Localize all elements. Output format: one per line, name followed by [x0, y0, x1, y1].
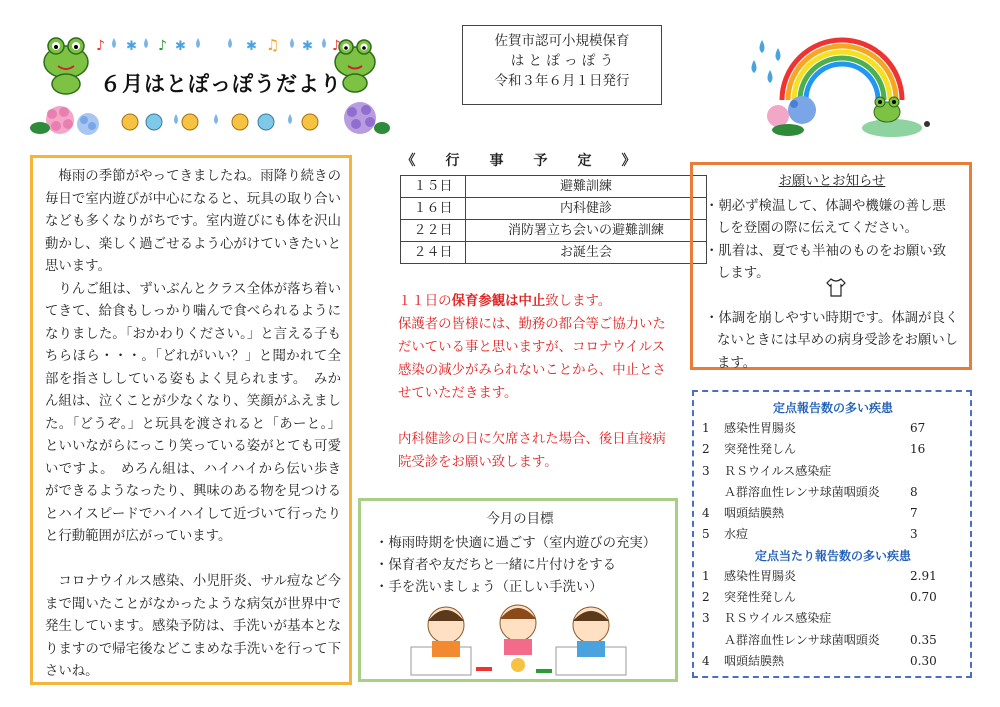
table-row	[401, 198, 707, 220]
disease-name: 突発性発しん	[724, 590, 797, 605]
svg-text:♫: ♫	[266, 36, 280, 54]
publisher-name: 佐賀市認可小規模保育	[494, 33, 630, 49]
schedule-date: ２２日	[401, 220, 466, 242]
cancellation-line	[398, 290, 673, 313]
request-item: ・肌着は、夏でも半袖のものをお願い致します。	[705, 243, 947, 281]
disease-name: Ａ群溶血性レンサ球菌咽頭炎	[724, 632, 880, 647]
table-row	[401, 220, 707, 242]
disease-value: 3	[910, 527, 918, 542]
frog-icon	[44, 38, 88, 94]
newsletter-title: ６月はとぽっぽうだより	[100, 72, 342, 96]
requests-title: お願いとお知らせ	[778, 174, 886, 189]
disease-value: 7	[910, 506, 918, 521]
greeting-column	[30, 155, 352, 685]
disease-header: 定点当たり報告数の多い疾患	[754, 548, 911, 563]
disease-value: 0.70	[910, 590, 937, 605]
disease-row	[702, 651, 964, 672]
monthly-goals-box	[358, 498, 678, 682]
disease-rank: 4	[702, 653, 710, 668]
schedule-title: 《 行 事 予 定 》	[401, 153, 644, 169]
disease-name: Ａ群溶血性レンサ球菌咽頭炎	[724, 484, 880, 499]
disease-rank: 4	[702, 506, 710, 521]
disease-row	[702, 608, 964, 629]
disease-name: 水痘	[724, 527, 749, 542]
schedule-date: ２４日	[401, 242, 466, 264]
disease-rank: 3	[702, 611, 710, 626]
goal-item: ・梅雨時期を快適に過ごす（室内遊びの充実）	[375, 536, 657, 551]
table-row	[401, 176, 707, 198]
table-row	[401, 242, 707, 264]
disease-rank: 2	[702, 442, 710, 457]
schedule-event: お誕生会	[466, 242, 707, 264]
disease-value	[910, 461, 964, 482]
paragraph: 保護者の皆様には、勤務の都合等ご協力いただいている事と思いますが、コロナウイルス感染の減少がみられないことから、中止とさせていただきます。	[398, 317, 666, 401]
disease-rank	[702, 482, 724, 503]
request-item: ・朝必ず検温して、体調や機嫌の善し悪しを登園の際に伝えてください。	[705, 198, 946, 236]
tshirt-icon	[825, 277, 847, 297]
disease-name: 感染性胃腸炎	[724, 421, 797, 435]
schedule-date: １５日	[401, 176, 466, 198]
schedule-event: 消防署立ち会いの避難訓練	[466, 220, 707, 242]
disease-name: 突発性発しん	[724, 442, 797, 457]
disease-name: 咽頭結膜熱	[724, 653, 785, 668]
notice-text-part: １１日の	[398, 294, 452, 309]
svg-text:✱: ✱	[302, 39, 313, 54]
disease-row	[702, 630, 964, 651]
raindrop-notes-decoration	[96, 36, 341, 54]
disease-rank: 3	[702, 463, 710, 478]
disease-name: 咽頭結膜熱	[724, 506, 785, 521]
svg-text:✱: ✱	[246, 39, 257, 54]
disease-row	[702, 566, 964, 587]
disease-row	[702, 461, 964, 482]
disease-value: 0.35	[910, 632, 937, 647]
goal-item: ・保育者や友だちと一緒に片付けをする	[375, 558, 617, 573]
goal-item: ・手を洗いましょう（正しい手洗い）	[375, 580, 603, 595]
disease-rank: 2	[702, 590, 710, 605]
children-drawing-illustration	[406, 597, 636, 677]
svg-text:♪: ♪	[96, 38, 105, 54]
disease-rank: 5	[702, 527, 710, 542]
disease-name: ＲＳウイルス感染症	[724, 611, 832, 626]
paragraph: りんご組は、ずいぶんとクラス全体が落ち着いてきて、給食もしっかり噛んで食べられるようになりました。「おかわりください。」と言える子もちらほら・・・。「どれがいい？」と聞かれて全部を指さししている姿もよく見られます。 みかん組は、泣くことが少なくなり、笑顔がふえました。「どうぞ。」と玩具を渡されると「あーと。」といいながらにっこり笑っている姿がとても可愛いですよ。 めろん組は、ハイハイから伝い歩きができるようなったり、興味のある物を見つけるとハイスピードでハイハイして近づいて行ったりと行動範囲が広がっています。	[45, 281, 341, 544]
hydrangea-icon	[30, 106, 99, 135]
disease-row	[702, 418, 964, 439]
disease-row	[702, 587, 964, 608]
paragraph: 梅雨の季節がやってきましたね。雨降り続きの毎日で室内遊びが中心になると、玩具の取り合いなども多くなりがちです。室内遊びにも体を沢山動かし、楽しく過ごせるよう心がけていきたいと思います。	[45, 169, 341, 274]
disease-value: 67	[910, 421, 926, 435]
disease-row	[702, 439, 964, 460]
notice-text-part: 致します。	[545, 294, 612, 309]
disease-value: 0.30	[910, 653, 937, 668]
hydrangea-icon	[344, 102, 390, 134]
schedule-date: １６日	[401, 198, 466, 220]
svg-text:♪: ♪	[158, 38, 167, 54]
request-item: ・体調を崩しやすい時期です。体調が良くないときには早めの病身受診をお願いします。	[705, 310, 959, 371]
disease-row	[702, 482, 964, 503]
schedule-event: 避難訓練	[466, 176, 707, 198]
disease-name: 感染性胃腸炎	[724, 568, 797, 583]
disease-header: 定点報告数の多い疾患	[772, 401, 893, 415]
paragraph: 内科健診の日に欠席された場合、後日直接病院受診をお願い致します。	[398, 432, 666, 470]
svg-text:✱: ✱	[126, 39, 137, 54]
disease-value	[910, 608, 964, 629]
disease-rank	[702, 630, 724, 651]
disease-value: 16	[910, 442, 926, 457]
disease-rank: 1	[702, 568, 710, 583]
snail-decoration	[122, 114, 318, 130]
publisher-box	[462, 25, 662, 105]
requests-box	[690, 162, 972, 370]
disease-list	[702, 418, 964, 546]
paragraph: コロナウイルス感染、小児肝炎、サル痘など今まで聞いたことがなかったような病気が世界中で発生しています。感染予防は、手洗いが基本となりますので帰宅後などこまめな手洗いを行って下さいね。	[45, 574, 341, 679]
goals-title: 今月の目標	[486, 512, 554, 527]
disease-row	[702, 524, 964, 545]
rainbow-frog-illustration	[742, 30, 942, 140]
disease-name: ＲＳウイルス感染症	[724, 463, 832, 478]
svg-text:✱: ✱	[175, 39, 186, 54]
notice-text	[398, 290, 673, 474]
svg-text:♪: ♪	[332, 38, 341, 54]
schedule-event: 内科健診	[466, 198, 707, 220]
disease-row	[702, 503, 964, 524]
disease-report-box	[692, 390, 972, 678]
publisher-facility: は と ぽ っ ぽ う	[510, 53, 614, 69]
disease-value: 2.91	[910, 568, 937, 583]
disease-rank: 1	[702, 421, 710, 435]
disease-list	[702, 566, 964, 672]
schedule-table	[400, 175, 707, 264]
publish-date: 令和３年６月１日発行	[494, 73, 630, 89]
disease-value: 8	[910, 484, 918, 499]
notice-emphasis: 保育参観は中止	[451, 293, 546, 309]
